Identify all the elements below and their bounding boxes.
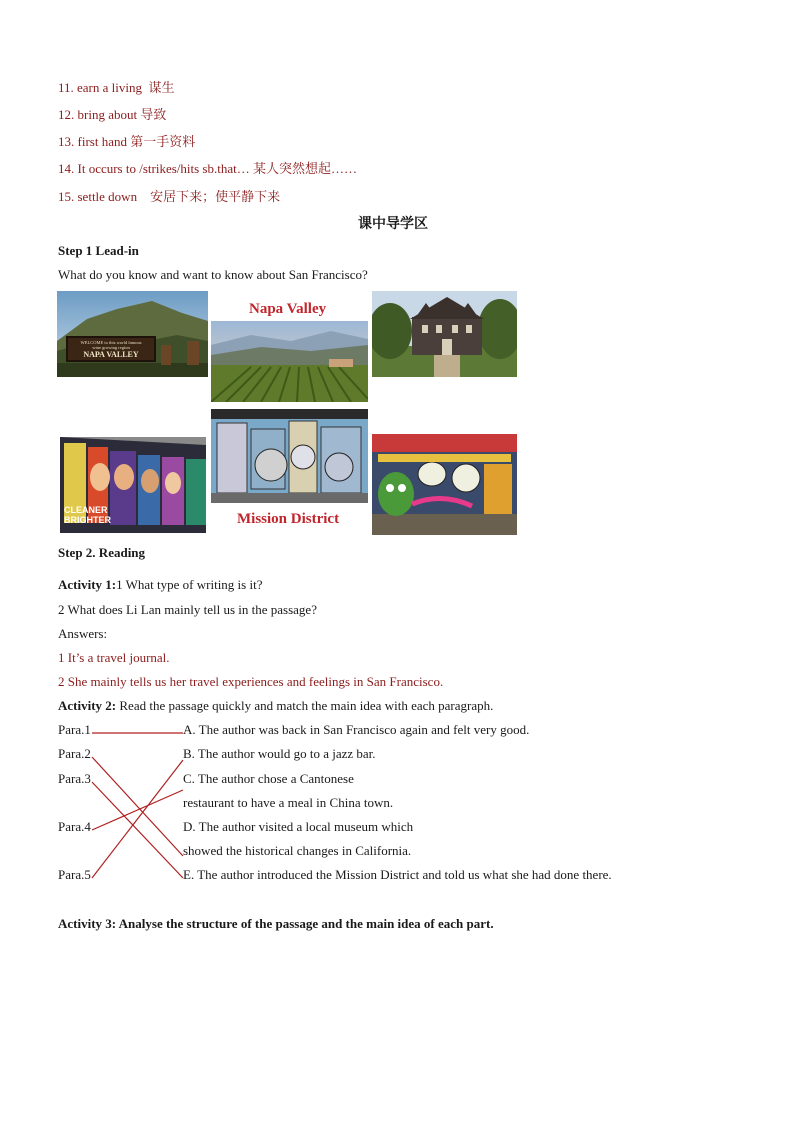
- sign-line-2: wine growing region: [92, 345, 130, 350]
- step2-heading: Step 2. Reading: [58, 545, 146, 560]
- step1-heading: Step 1 Lead-in: [58, 243, 139, 258]
- napa-valley-caption: Napa Valley: [249, 301, 327, 317]
- vocab-item-13: 13. first hand 第一手资料: [58, 134, 196, 149]
- option-e: E. The author introduced the Mission District and told us what she had done there.: [183, 867, 612, 882]
- option-d: D. The author visited a local museum which: [183, 819, 414, 834]
- activity1-q1: 1 What type of writing is it?: [116, 577, 263, 592]
- vocab-item-14: 14. It occurs to /strikes/hits sb.that… 某人突然想起……: [58, 161, 357, 176]
- sign-line-1: WELCOME to this world famous: [80, 340, 142, 345]
- para-label-5: Para.5: [58, 867, 91, 882]
- answers-label: Answers:: [58, 626, 108, 641]
- vocab-item-11: 11. earn a living 谋生: [58, 80, 175, 95]
- section-title: 课中导学区: [358, 217, 428, 232]
- option-c-cont: restaurant to have a meal in China town.: [183, 795, 394, 810]
- match-line-para5-b: [92, 760, 183, 878]
- activity2-label: Activity 2:: [58, 698, 117, 713]
- step1-question: What do you know and want to know about San Francisco?: [58, 267, 368, 282]
- mission-district-caption: Mission District: [237, 511, 340, 527]
- option-a: A. The author was back in San Francisco again and felt very good.: [183, 722, 530, 737]
- para-label-4: Para.4: [58, 819, 91, 834]
- activity3-text: Activity 3: Analyse the structure of the passage and the main idea of each part.: [58, 916, 494, 931]
- option-b: B. The author would go to a jazz bar.: [183, 746, 376, 761]
- sign-line-3: NAPA VALLEY: [83, 350, 139, 359]
- activity1-q2: 2 What does Li Lan mainly tell us in the passage?: [58, 602, 317, 617]
- answer-2: 2 She mainly tells us her travel experiences and feelings in San Francisco.: [58, 674, 444, 689]
- mural-word-1: CLEANER: [64, 505, 108, 515]
- mural-word-2: BRIGHTER: [64, 515, 111, 525]
- option-c: C. The author chose a Cantonese: [183, 771, 354, 786]
- vocab-item-12: 12. bring about 导致: [58, 107, 167, 122]
- para-label-3: Para.3: [58, 771, 91, 786]
- para-label-2: Para.2: [58, 746, 91, 761]
- activity2-instruction: Read the passage quickly and match the main idea with each paragraph.: [119, 698, 494, 713]
- para-label-1: Para.1: [58, 722, 91, 737]
- vocab-item-15: 15. settle down 安居下来；使平静下来: [58, 189, 281, 204]
- answer-1: 1 It’s a travel journal.: [58, 650, 170, 665]
- match-line-para2-d: [92, 757, 183, 856]
- option-d-cont: showed the historical changes in California.: [183, 843, 412, 858]
- activity1-label: Activity 1:: [58, 577, 117, 592]
